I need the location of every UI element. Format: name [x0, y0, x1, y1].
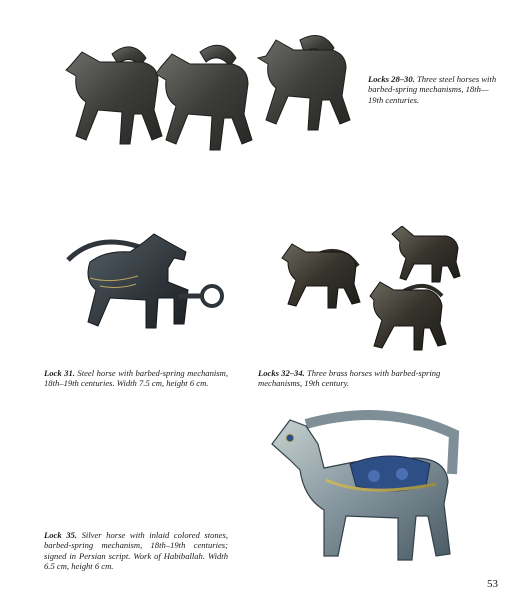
caption-text: Three steel horses with barbed-spring mechanisms, 18th—19th centuries. — [368, 74, 497, 105]
caption-lock-35 — [44, 530, 228, 572]
silver-horse-lock-35-image — [266, 404, 466, 568]
caption-label: Locks 28–30. — [368, 74, 415, 84]
photo-lock-31 — [60, 226, 230, 358]
caption-label: Lock 31. — [44, 368, 75, 378]
steel-horse-3 — [258, 36, 350, 131]
photo-locks-28-30 — [52, 30, 364, 190]
caption-text: Three brass horses with barbed-spring mechanisms, 19th century. — [258, 368, 441, 389]
steel-horses-image — [52, 30, 364, 190]
page-number: 53 — [487, 578, 498, 590]
caption-label: Locks 32–34. — [258, 368, 305, 378]
caption-label: Lock 35. — [44, 530, 77, 540]
steel-horse-lock-31-image — [60, 226, 230, 358]
brass-horse-2 — [392, 226, 460, 282]
photo-locks-32-34 — [272, 226, 466, 356]
caption-text: Steel horse with barbed-spring mechanism, 18th–19th centuries. Width 7.5 cm, height 6 cm. — [44, 368, 228, 389]
brass-horse-3 — [370, 282, 446, 350]
photo-lock-35 — [266, 404, 466, 568]
brass-horses-image — [272, 226, 466, 356]
caption-locks-28-30 — [368, 74, 500, 105]
caption-lock-31 — [44, 368, 228, 389]
caption-text: Silver horse with inlaid colored stones, barbed-spring mechanism, 18th–19th centuries; signed in Persian script. Work of Habiballah. Width 6.5 cm, height 6 cm. — [44, 530, 228, 572]
steel-horse-2 — [156, 45, 252, 150]
caption-locks-32-34 — [258, 368, 484, 389]
steel-horse-1 — [66, 47, 162, 144]
brass-horse-1 — [282, 244, 360, 308]
